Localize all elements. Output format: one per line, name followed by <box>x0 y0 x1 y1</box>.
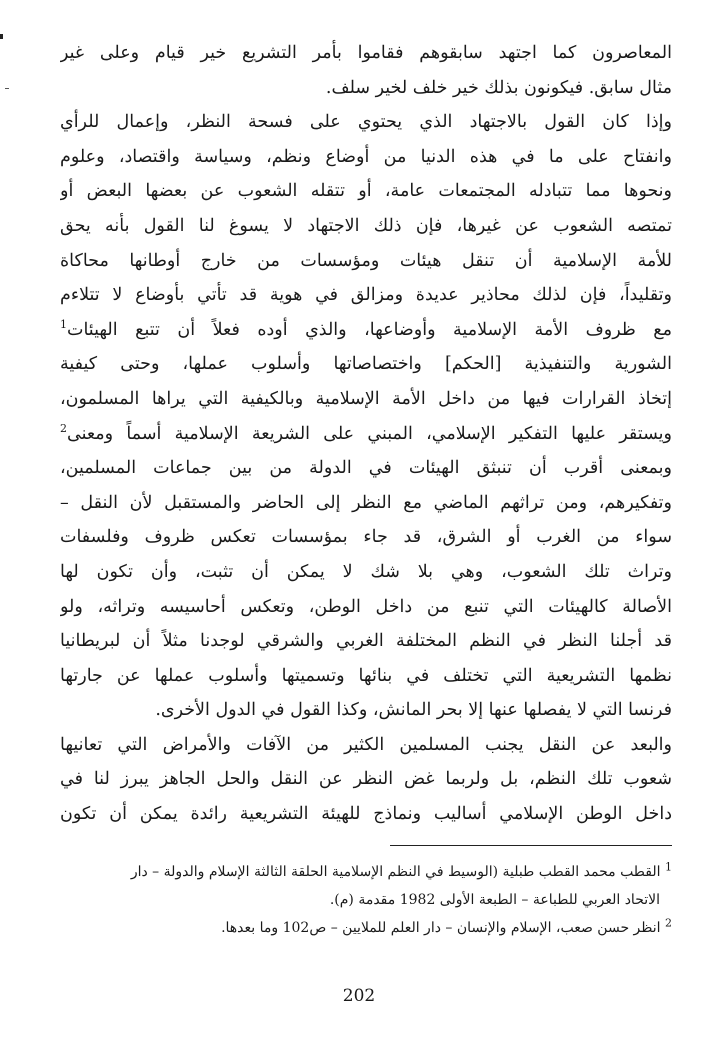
scan-edge-mark <box>0 34 3 39</box>
footnote-number: 1 <box>665 860 672 874</box>
text-line: فرنسا التي لا يفصلها عنها إلا بحر المانش، وكذا القول في الدول الأخرى. <box>155 700 672 721</box>
scan-edge-mark <box>5 88 9 89</box>
text-line: سواء من الغرب أو الشرق، قد جاء بمؤسسات تعكس ظروف وفلسفات <box>60 527 672 548</box>
footnote-separator <box>390 845 672 846</box>
footnote-text: القطب محمد القطب طبلية (الوسيط في النظم الإسلامية الحلقة الثالثة الإسلام والدولة – دار <box>130 864 661 880</box>
page-number: 202 <box>342 986 376 1006</box>
text-line-with-footnote <box>60 313 672 348</box>
text-line: إتخاذ القرارات فيها من داخل الأمة الإسلامية وبالكيفية التي يراها المسلمون، <box>60 388 672 409</box>
footnote-text: الاتحاد العربي للطباعة – الطبعة الأولى 1982 مقدمة (م). <box>329 892 660 908</box>
footnotes <box>60 858 672 942</box>
footnote-ref-1: 1 <box>60 317 67 331</box>
footnote-ref-2: 2 <box>60 421 67 435</box>
text-line: شعوب تلك النظم، بل ولربما غض النظر عن النقل والحل الجاهز يبرز لنا في <box>60 769 672 790</box>
line-text: مع ظروف الأمة الإسلامية وأوضاعها، والذي أوده فعلاً أن تتبع الهيئات <box>67 319 672 340</box>
body-text <box>60 36 672 832</box>
text-line: وتفكيرهم، ومن تراثهم الماضي مع النظر إلى الحاضر والمستقبل لأن النقل – <box>60 492 672 513</box>
footnote-1-continued <box>60 886 672 914</box>
text-line: قد أجلنا النظر في النظم المختلفة الغربي والشرقي لوجدنا مثلاً أن لبريطانيا <box>60 631 672 652</box>
text-line: وإذا كان القول بالاجتهاد الذي يحتوي على فسحة النظر، وإعمال للرأي <box>60 112 672 133</box>
text-line: المعاصرون كما اجتهد سابقوهم فقاموا بأمر التشريع خير قيام وعلى غير <box>60 43 672 63</box>
text-line: وانفتاح على ما في هذه الدنيا من أوضاع ونظم، وسياسة واقتصاد، وعلوم <box>60 146 672 167</box>
text-line: وتقليداً، فإن لذلك محاذير عديدة ومزالق في هوية قد تأتي بأوضاع لا تتلاءم <box>60 285 672 306</box>
text-line: الأصالة كالهيئات التي تنبع من داخل الوطن، وتعكس أحاسيسه وتراثه، ولو <box>60 596 672 617</box>
text-line: الشورية والتنفيذية [الحكم] واختصاصاتها وأسلوب عملها، وحتى كيفية <box>60 354 672 375</box>
footnote-2 <box>60 914 672 942</box>
text-line-with-footnote <box>60 417 672 452</box>
text-line: ونحوها مما تتبادله المجتمعات عامة، أو تتقله الشعوب عن بعضها البعض أو <box>60 181 672 202</box>
footnote-1 <box>60 858 672 886</box>
text-line: وتراث تلك الشعوب، وهي بلا شك لا يمكن أن تثبت، وأن تكون لها <box>60 561 672 582</box>
text-line: تمتصه الشعوب عن غيرها، فإن ذلك الاجتهاد لا يسوغ لنا القول بأنه يحق <box>60 215 672 236</box>
text-line: داخل الوطن الإسلامي أساليب ونماذج للهيئة التشريعية رائدة يمكن أن تكون <box>60 804 672 825</box>
text-line: وبمعنى أقرب أن تنبثق الهيئات في الدولة من بين جماعات المسلمين، <box>60 458 672 479</box>
text-line: مثال سابق. فيكونون بذلك خير خلف لخير سلف. <box>325 77 672 98</box>
text-line: والبعد عن النقل يجنب المسلمين الكثير من الآفات والأمراض التي تعانيها <box>60 734 672 755</box>
text-line: نظمها التشريعية التي تختلف في بنائها وتسميتها وأسلوب عملها عن جارتها <box>60 665 672 686</box>
line-text: ويستقر عليها التفكير الإسلامي، المبني على الشريعة الإسلامية أسماً ومعنى <box>67 423 672 444</box>
footnote-text: انظر حسن صعب، الإسلام والإنسان – دار العلم للملايين – ص102 وما بعدها. <box>221 920 661 936</box>
footnote-number: 2 <box>665 916 672 930</box>
text-line: للأمة الإسلامية أن تنقل هيئات ومؤسسات من خارج أوطانها محاكاة <box>60 250 672 271</box>
